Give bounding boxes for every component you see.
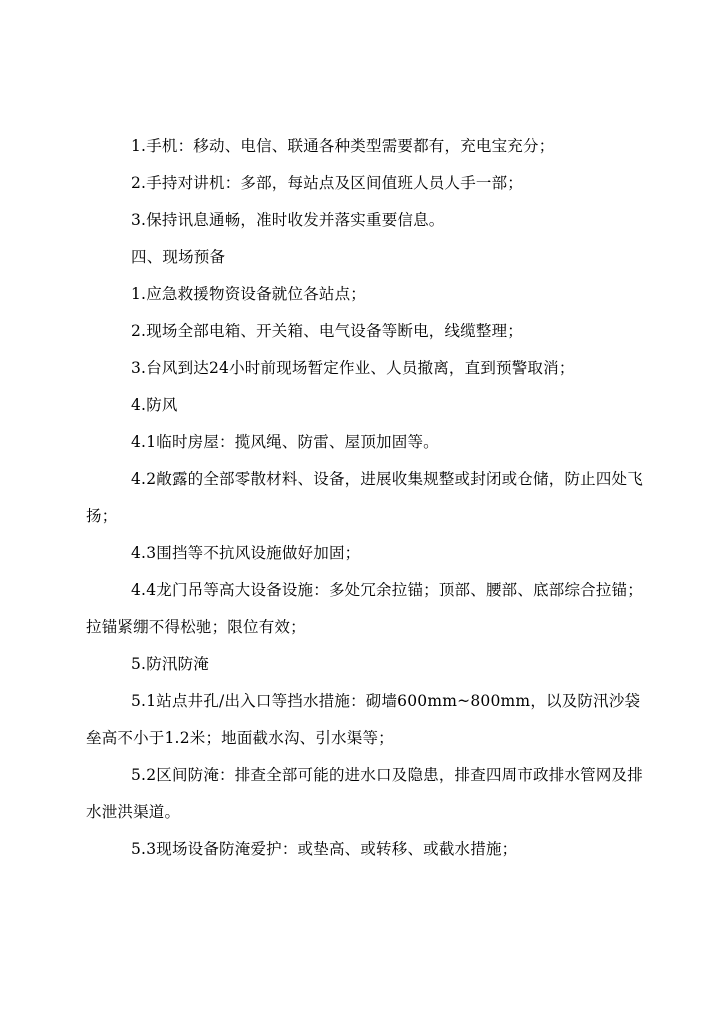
paragraph-equipment-protection: 5.3现场设备防淹爱护：或垫高、或转移、或截水措施； <box>131 840 518 858</box>
subheading-flood-protection: 5.防汛防淹 <box>131 655 209 673</box>
paragraph-phones: 1.手机：移动、电信、联通各种类型需要都有，充电宝充分； <box>131 137 555 155</box>
subheading-wind-protection: 4.防风 <box>131 396 178 414</box>
paragraph-communication: 3.保持讯息通畅，准时收发并落实重要信息。 <box>131 211 445 229</box>
paragraph-loose-materials: 4.2敞露的全部零散材料、设备，进展收集规整或封闭或仓储，防止四处飞扬； <box>86 470 643 525</box>
paragraph-emergency-supplies: 1.应急救援物资设备就位各站点； <box>131 285 366 303</box>
paragraph-station-water-barrier: 5.1站点井孔/出入口等挡水措施：砌墙600mm~800mm，以及防汛沙袋垒高不小于1.2米；地面截水沟、引水渠等； <box>86 692 641 747</box>
paragraph-walkie-talkie: 2.手持对讲机：多部，每站点及区间值班人员人手一部； <box>131 174 523 192</box>
paragraph-evacuation: 3.台风到达24小时前现场暂定作业、人员撤离，直到预警取消； <box>131 359 575 377</box>
paragraph-section-flood-check: 5.2区间防淹：排查全部可能的进水口及隐患，排查四周市政排水管网及排水泄洪渠道。 <box>86 766 643 821</box>
paragraph-fence-reinforcement: 4.3围挡等不抗风设施做好加固； <box>131 544 361 562</box>
paragraph-gantry-crane: 4.4龙门吊等高大设备设施：多处冗余拉锚；顶部、腰部、底部综合拉锚；拉锚紧绷不得松驰；限位有效； <box>86 581 643 636</box>
paragraph-temporary-housing: 4.1临时房屋：揽风绳、防雷、屋顶加固等。 <box>131 433 439 451</box>
paragraph-power-off: 2.现场全部电箱、开关箱、电气设备等断电，线缆整理； <box>131 322 523 340</box>
document-body <box>86 128 646 868</box>
section-heading-site-preparation: 四、现场预备 <box>131 248 226 266</box>
